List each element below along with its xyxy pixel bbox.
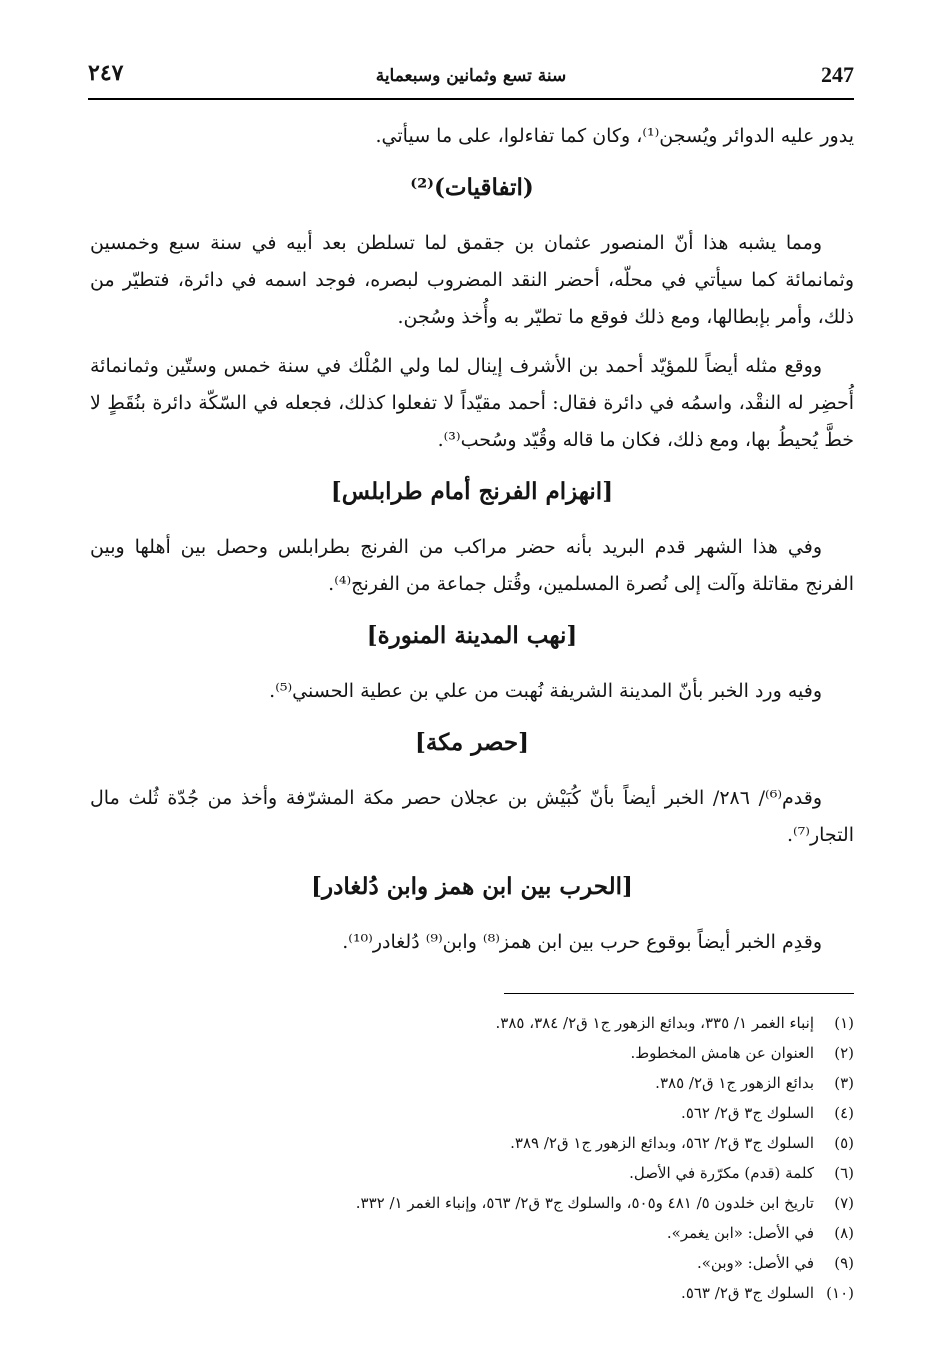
section-heading-tripoli: [انهزام الفرنج أمام طرابلس] [330, 478, 614, 505]
page-number-arabic: ٢٤٧ [88, 60, 124, 86]
footnote-number: (٨) [834, 1224, 854, 1242]
footnote-number: (٧) [834, 1194, 854, 1212]
footnote-number: (١) [834, 1014, 854, 1032]
main-text [90, 118, 854, 973]
footnotes-list [90, 1008, 854, 1308]
footnote-number: (٤) [834, 1104, 854, 1122]
footnote [90, 1098, 854, 1128]
footnote-number: (٥) [834, 1134, 854, 1152]
footnote [90, 1218, 854, 1248]
section-heading-agreements: (اتفاقيات)⁽²⁾ [410, 174, 534, 201]
header-rule [88, 98, 854, 100]
footnote-number: (١٠) [826, 1284, 854, 1302]
section-heading-mecca: [حصر مكة] [415, 729, 529, 756]
footnote-text: السلوك ج٣ ق٢/ ٥٦٢. [681, 1104, 814, 1122]
footnote-number: (٢) [834, 1044, 854, 1062]
footnote [90, 1248, 854, 1278]
footnote-text: بدائع الزهور ج١ ق٢/ ٣٨٥. [655, 1074, 814, 1092]
paragraph: ووقع مثله أيضاً للمؤيّد أحمد بن الأشرف إينال لما ولي المُلْك في سنة خمس وستّين وثمانمائة أُحضِر له النقْد، واسمُه في دائرة فقال: أحمد مقيّداً لا تفعلوا كذلك، فجعله في السّكّة دائرة بنُقَطٍ لا خطَّ يُحيطُ بها، ومع ذلك، فكان ما قاله وقُيّد وسُحب⁽³⁾. [90, 355, 854, 451]
footnote-text: السلوك ج٣ ق٢/ ٥٦٣. [681, 1284, 814, 1302]
paragraph: وقدم⁽⁶⁾/ ٢٨٦/ الخبر أيضاً بأنّ كُبَيْش بن عجلان حصر مكة المشرّفة وأخذ من جُدّة ثُلث مال التجار⁽⁷⁾. [90, 787, 854, 846]
footnote-separator [504, 993, 854, 994]
footnote [90, 1038, 854, 1068]
paragraph: ومما يشبه هذا أنّ المنصور عثمان بن جقمق لما تسلطن بعد أبيه في سنة سبع وخمسين وثمانمائة كما سيأتي في محلّه، أحضر النقد المضروب لبصره، فوجد اسمه في دائرة، فتطيّر من ذلك، وأمر بإبطالها، ومع ذلك فوقع ما تطيّر به وأُخذ وسُجن. [90, 232, 854, 328]
paragraph: وقدِم الخبر أيضاً بوقوع حرب بين ابن همز⁽⁸⁾ وابن⁽⁹⁾ دُلغادر⁽¹⁰⁾. [342, 931, 822, 953]
paragraph: وفيه ورد الخبر بأنّ المدينة الشريفة نُهبت من علي بن عطية الحسني⁽⁵⁾. [269, 680, 822, 702]
footnote-text: في الأصل: «ابن يغمر». [666, 1224, 814, 1242]
footnote [90, 1188, 854, 1218]
footnote [90, 1068, 854, 1098]
footnote [90, 1008, 854, 1038]
footnote-text: السلوك ج٣ ق٢/ ٥٦٢، وبدائع الزهور ج١ ق٢/ ٣٨٩. [510, 1134, 814, 1152]
paragraph: وفي هذا الشهر قدم البريد بأنه حضر مراكب من الفرنج بطرابلس وحصل بين أهلها وبين الفرنج مقاتلة وآلت إلى نُصرة المسلمين، وقُتل جماعة من الفرنج⁽⁴⁾. [90, 536, 854, 595]
page-header [88, 58, 854, 100]
footnote [90, 1128, 854, 1158]
footnote-text: العنوان عن هامش المخطوط. [630, 1044, 814, 1062]
page-number-latin: 247 [821, 62, 854, 87]
footnote-number: (٣) [834, 1074, 854, 1092]
footnote-text: تاريخ ابن خلدون ٥/ ٤٨١ و٥٠٥، والسلوك ج٣ ق٢/ ٥٦٣، وإنباء الغمر ١/ ٣٣٢. [355, 1194, 814, 1212]
footnote-number: (٩) [834, 1254, 854, 1272]
footnote-text: كلمة (قدم) مكرّرة في الأصل. [629, 1164, 814, 1182]
intro-paragraph: يدور عليه الدوائر ويُسجن⁽¹⁾، وكان كما تفاءلوا، على ما سيأتي. [375, 125, 854, 147]
section-heading-war: [الحرب بين ابن همز وابن دُلغادر] [311, 873, 633, 900]
running-title: سنة تسع وثمانين وسبعماية [375, 66, 567, 86]
footnote [90, 1158, 854, 1188]
footnote [90, 1278, 854, 1308]
section-heading-medina: [نهب المدينة المنورة] [366, 622, 578, 649]
footnote-text: في الأصل: «وبن». [696, 1254, 814, 1272]
footnote-number: (٦) [834, 1164, 854, 1182]
footnote-text: إنباء الغمر ١/ ٣٣٥، وبدائع الزهور ج١ ق٢/ ٣٨٤، ٣٨٥. [495, 1014, 814, 1032]
